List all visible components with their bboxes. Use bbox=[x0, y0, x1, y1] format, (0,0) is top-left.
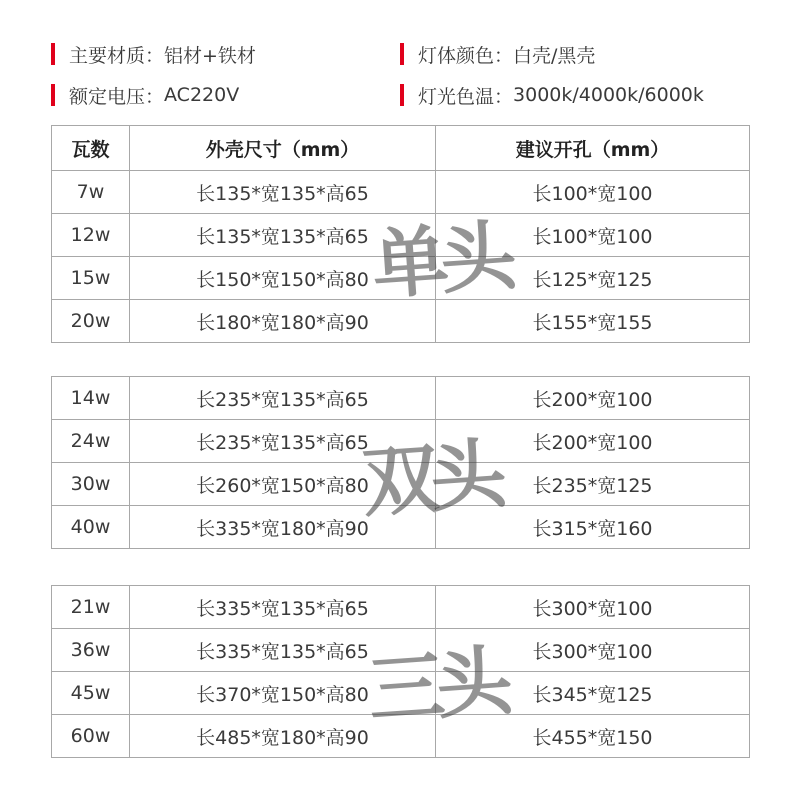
accent-bar bbox=[400, 84, 404, 106]
cell-wattage: 30w bbox=[52, 463, 130, 506]
cell-housing-size: 长135*宽135*高65 bbox=[130, 214, 436, 257]
cell-wattage: 15w bbox=[52, 257, 130, 300]
cell-cutout-size: 长300*宽100 bbox=[436, 629, 750, 672]
spec-table-triple-head bbox=[51, 585, 750, 758]
cell-housing-size: 长335*宽180*高90 bbox=[130, 506, 436, 549]
cell-cutout-size: 长315*宽160 bbox=[436, 506, 750, 549]
table-row bbox=[52, 377, 750, 420]
cell-cutout-size: 长300*宽100 bbox=[436, 586, 750, 629]
cell-housing-size: 长180*宽180*高90 bbox=[130, 300, 436, 343]
spec-color bbox=[400, 40, 595, 68]
cell-housing-size: 长335*宽135*高65 bbox=[130, 629, 436, 672]
table-row bbox=[52, 629, 750, 672]
cell-cutout-size: 长345*宽125 bbox=[436, 672, 750, 715]
spec-label: 灯光色温： bbox=[418, 85, 514, 108]
spec-label: 额定电压： bbox=[69, 85, 165, 108]
spec-material bbox=[51, 40, 256, 68]
accent-bar bbox=[51, 43, 55, 65]
table-header-row bbox=[52, 126, 750, 171]
cell-cutout-size: 长155*宽155 bbox=[436, 300, 750, 343]
table-row bbox=[52, 672, 750, 715]
spec-value: 铝材+铁材 bbox=[164, 44, 256, 67]
header-housing-size: 外壳尺寸（mm） bbox=[130, 126, 436, 171]
watermark-single-head: 单头 bbox=[369, 211, 512, 310]
spec-value: 3000k/4000k/6000k bbox=[513, 84, 704, 106]
accent-bar bbox=[51, 84, 55, 106]
cell-wattage: 14w bbox=[52, 377, 130, 420]
table-row bbox=[52, 586, 750, 629]
table-row bbox=[52, 257, 750, 300]
cell-wattage: 21w bbox=[52, 586, 130, 629]
table-row bbox=[52, 420, 750, 463]
cell-housing-size: 长135*宽135*高65 bbox=[130, 171, 436, 214]
spec-label: 灯体颜色： bbox=[418, 44, 514, 67]
spec-color-temp bbox=[400, 81, 704, 109]
cell-cutout-size: 长125*宽125 bbox=[436, 257, 750, 300]
cell-cutout-size: 长235*宽125 bbox=[436, 463, 750, 506]
watermark-triple-head: 三头 bbox=[365, 636, 508, 735]
cell-wattage: 24w bbox=[52, 420, 130, 463]
spec-label: 主要材质： bbox=[69, 44, 165, 67]
cell-wattage: 40w bbox=[52, 506, 130, 549]
spec-value: 白壳/黑壳 bbox=[513, 44, 596, 67]
cell-cutout-size: 长200*宽100 bbox=[436, 377, 750, 420]
cell-cutout-size: 长100*宽100 bbox=[436, 214, 750, 257]
header-cutout-size: 建议开孔（mm） bbox=[436, 126, 750, 171]
cell-housing-size: 长370*宽150*高80 bbox=[130, 672, 436, 715]
cell-cutout-size: 长100*宽100 bbox=[436, 171, 750, 214]
table-row bbox=[52, 214, 750, 257]
cell-housing-size: 长150*宽150*高80 bbox=[130, 257, 436, 300]
table-row bbox=[52, 300, 750, 343]
cell-housing-size: 长235*宽135*高65 bbox=[130, 377, 436, 420]
cell-cutout-size: 长200*宽100 bbox=[436, 420, 750, 463]
cell-wattage: 7w bbox=[52, 171, 130, 214]
spec-table-single-head bbox=[51, 125, 750, 343]
table-row bbox=[52, 506, 750, 549]
accent-bar bbox=[400, 43, 404, 65]
cell-housing-size: 长235*宽135*高65 bbox=[130, 420, 436, 463]
watermark-double-head: 双头 bbox=[359, 429, 502, 528]
cell-cutout-size: 长455*宽150 bbox=[436, 715, 750, 758]
table-row bbox=[52, 171, 750, 214]
cell-housing-size: 长485*宽180*高90 bbox=[130, 715, 436, 758]
cell-wattage: 45w bbox=[52, 672, 130, 715]
spec-value: AC220V bbox=[164, 84, 240, 106]
header-wattage: 瓦数 bbox=[52, 126, 130, 171]
cell-housing-size: 长260*宽150*高80 bbox=[130, 463, 436, 506]
spec-table-double-head bbox=[51, 376, 750, 549]
table-row bbox=[52, 463, 750, 506]
cell-wattage: 60w bbox=[52, 715, 130, 758]
cell-wattage: 36w bbox=[52, 629, 130, 672]
cell-wattage: 12w bbox=[52, 214, 130, 257]
cell-wattage: 20w bbox=[52, 300, 130, 343]
table-row bbox=[52, 715, 750, 758]
spec-voltage bbox=[51, 81, 239, 109]
cell-housing-size: 长335*宽135*高65 bbox=[130, 586, 436, 629]
